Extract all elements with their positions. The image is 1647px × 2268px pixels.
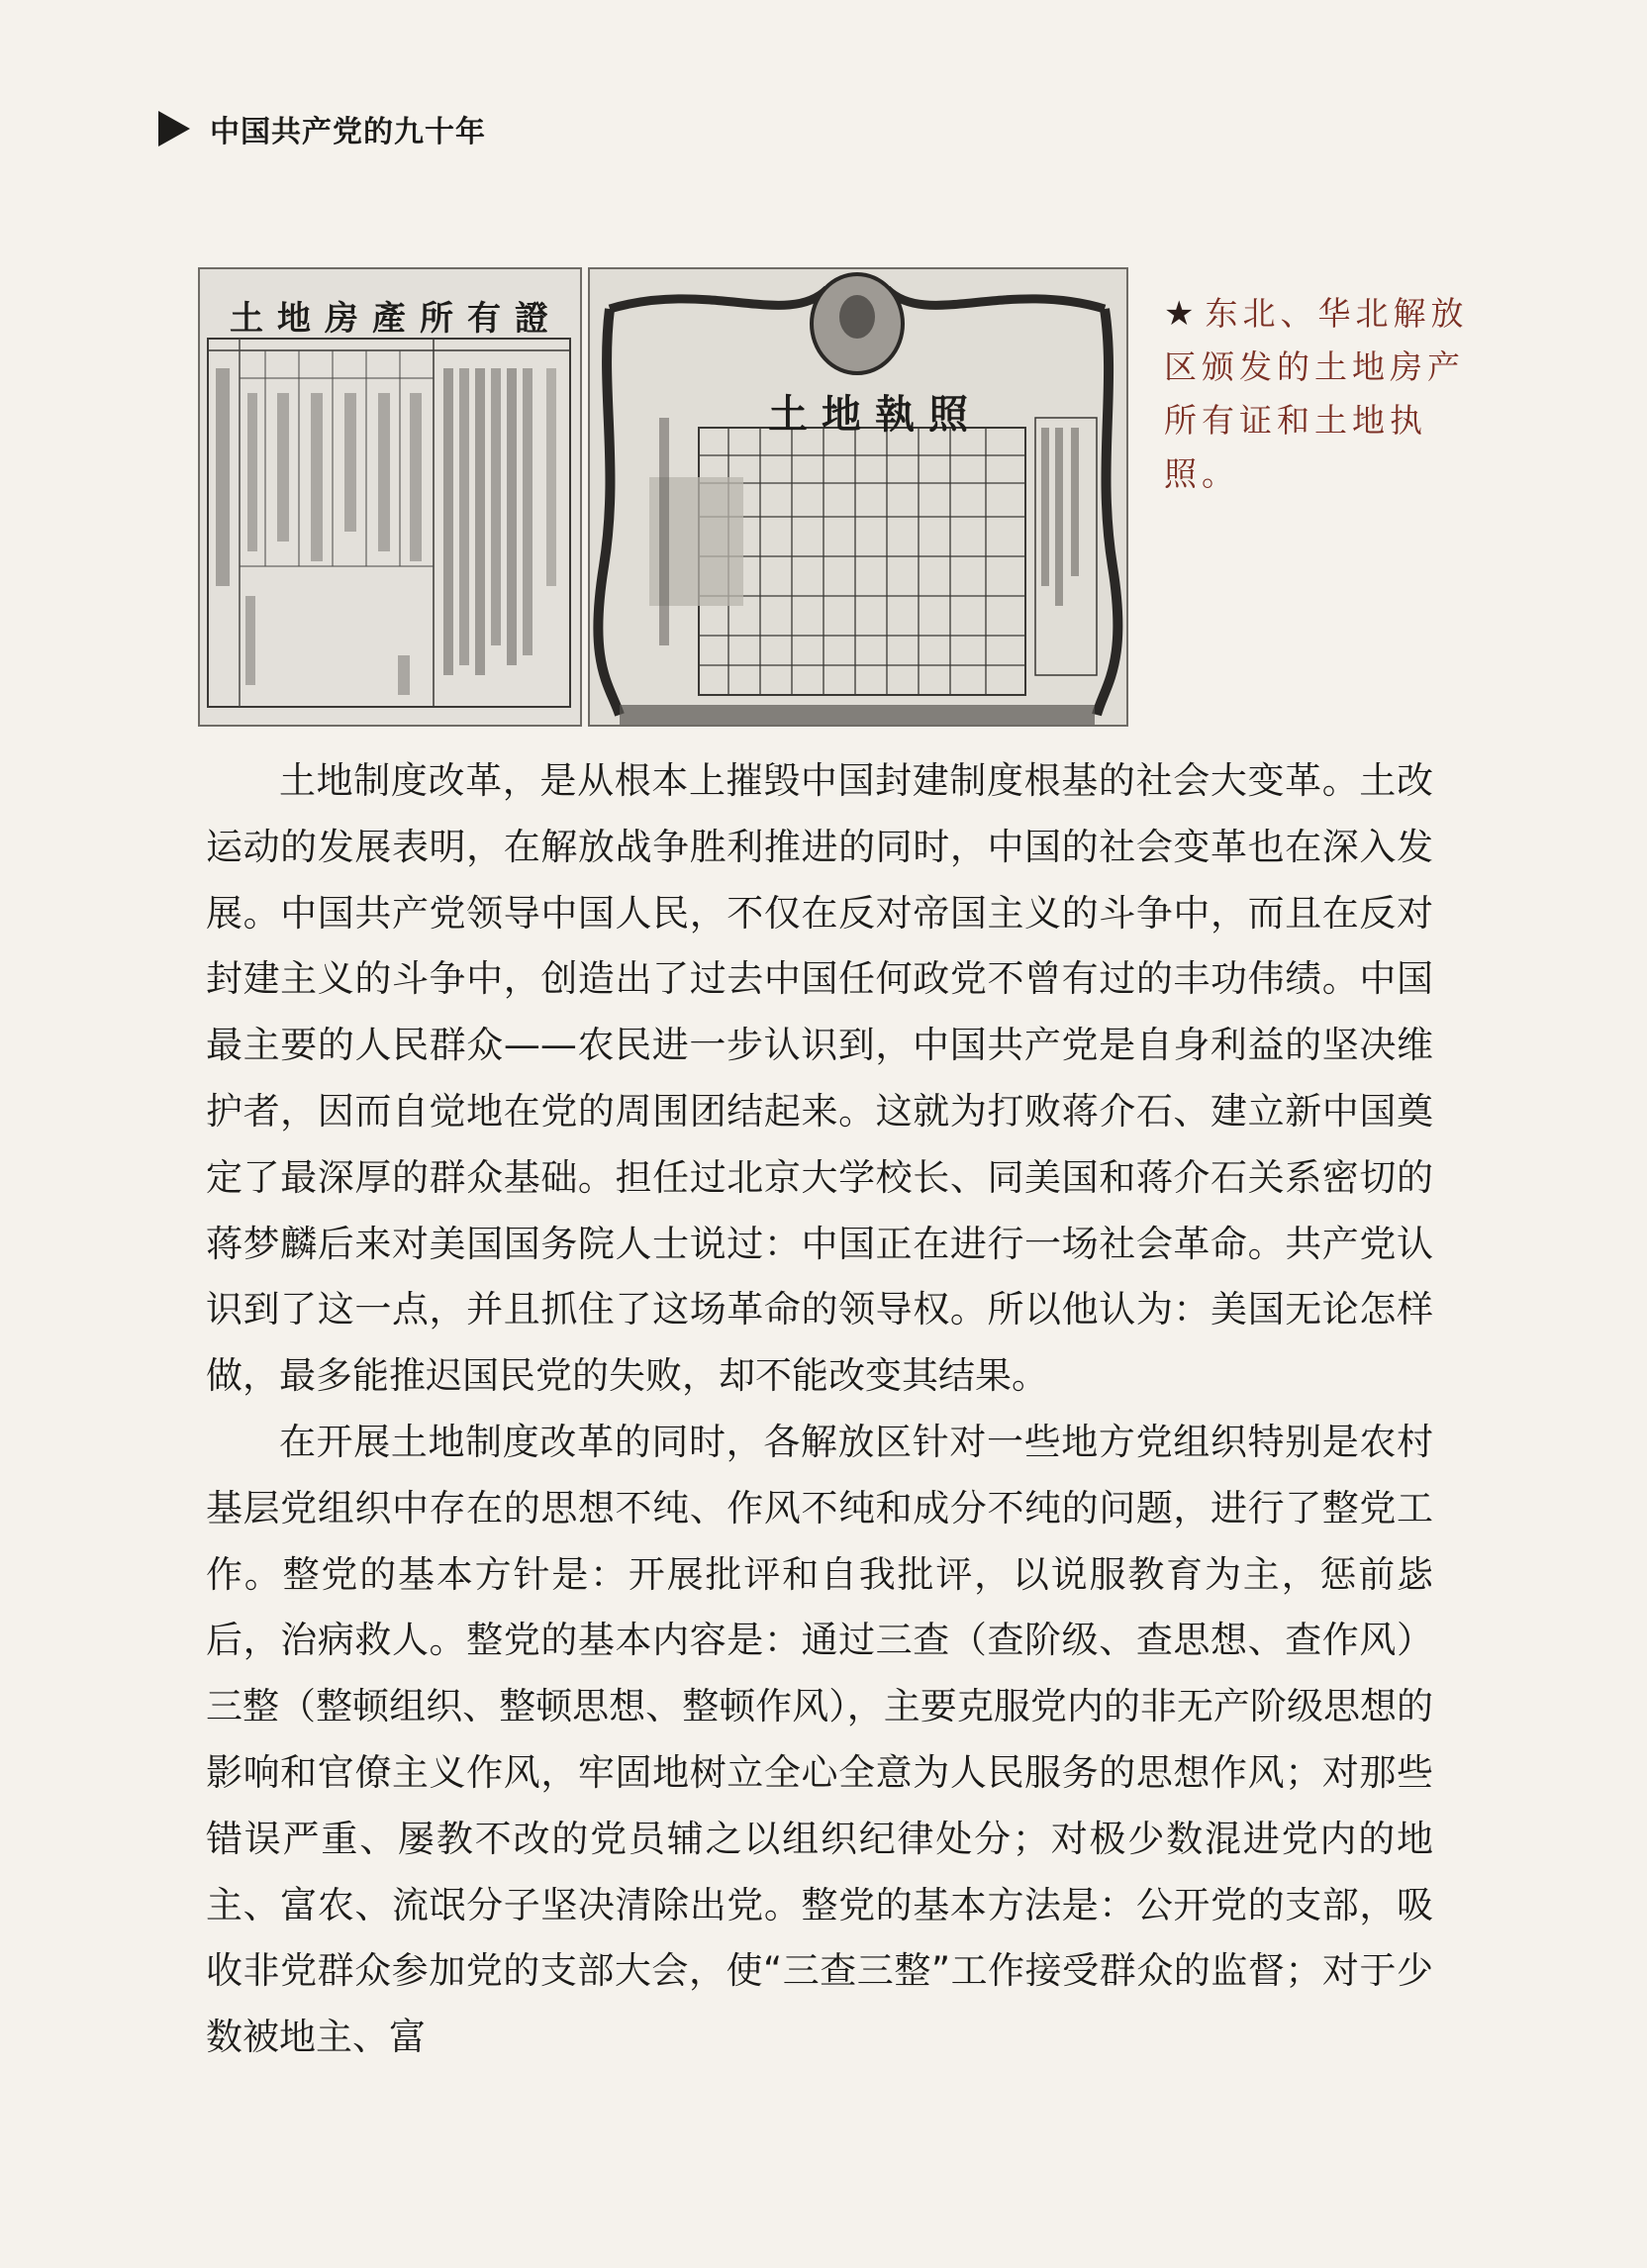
figure-caption xyxy=(1164,287,1481,501)
land-license-image xyxy=(588,267,1128,727)
paragraph-land-reform: 土地制度改革，是从根本上摧毁中国封建制度根基的社会大变革。土改运动的发展表明，在解放战争胜利推进的同时，中国的社会变革也在深入发展。中国共产党领导中国人民，不仅在反对帝国主义的斗争中，而且在反对封建主义的斗争中，创造出了过去中国任何政党不曾有过的丰功伟绩。中国最主要的人民群众——农民进一步认识到，中国共产党是自身利益的坚决维护者，因而自觉地在党的周围团结起来。这就为打败蒋介石、建立新中国奠定了最深厚的群众基础。担任过北京大学校长、同美国和蒋介石关系密切的蒋梦麟后来对美国国务院人士说过：中国正在进行一场社会革命。共产党认识到了这一点，并且抓住了这场革命的领导权。所以他认为：美国无论怎样做，最多能推迟国民党的失败，却不能改变其结果。 xyxy=(206,759,1433,1398)
book-title: 中国共产党的九十年 xyxy=(210,115,486,149)
triangle-marker-icon xyxy=(158,111,190,147)
certificate-heading: 土地房產所有證 xyxy=(230,299,562,339)
land-property-certificate-image xyxy=(198,267,582,727)
license-illustration xyxy=(590,269,1126,725)
body-text xyxy=(206,748,1433,2071)
caption-text: 东北、华北解放区颁发的土地房产所有证和土地执照。 xyxy=(1164,294,1469,493)
running-header xyxy=(158,107,486,150)
star-icon: ★ xyxy=(1164,294,1200,334)
paragraph-party-rectification: 在开展土地制度改革的同时，各解放区针对一些地方党组织特别是农村基层党组织中存在的思想不纯、作风不纯和成分不纯的问题，进行了整党工作。整党的基本方针是：开展批评和自我批评，以说服教育为主，惩前毖后，治病救人。整党的基本内容是：通过三查（查阶级、查思想、查作风）三整（整顿组织、整顿思想、整顿作风），主要克服党内的非无产阶级思想的影响和官僚主义作风，牢固地树立全心全意为人民服务的思想作风；对那些错误严重、屡教不改的党员辅之以组织纪律处分；对极少数混进党内的地主、富农、流氓分子坚决清除出党。整党的基本方法是：公开党的支部，吸收非党群众参加党的支部大会，使“三查三整”工作接受群众的监督；对于少数被地主、富 xyxy=(206,1420,1433,2059)
license-heading: 土地執照 xyxy=(768,391,982,438)
